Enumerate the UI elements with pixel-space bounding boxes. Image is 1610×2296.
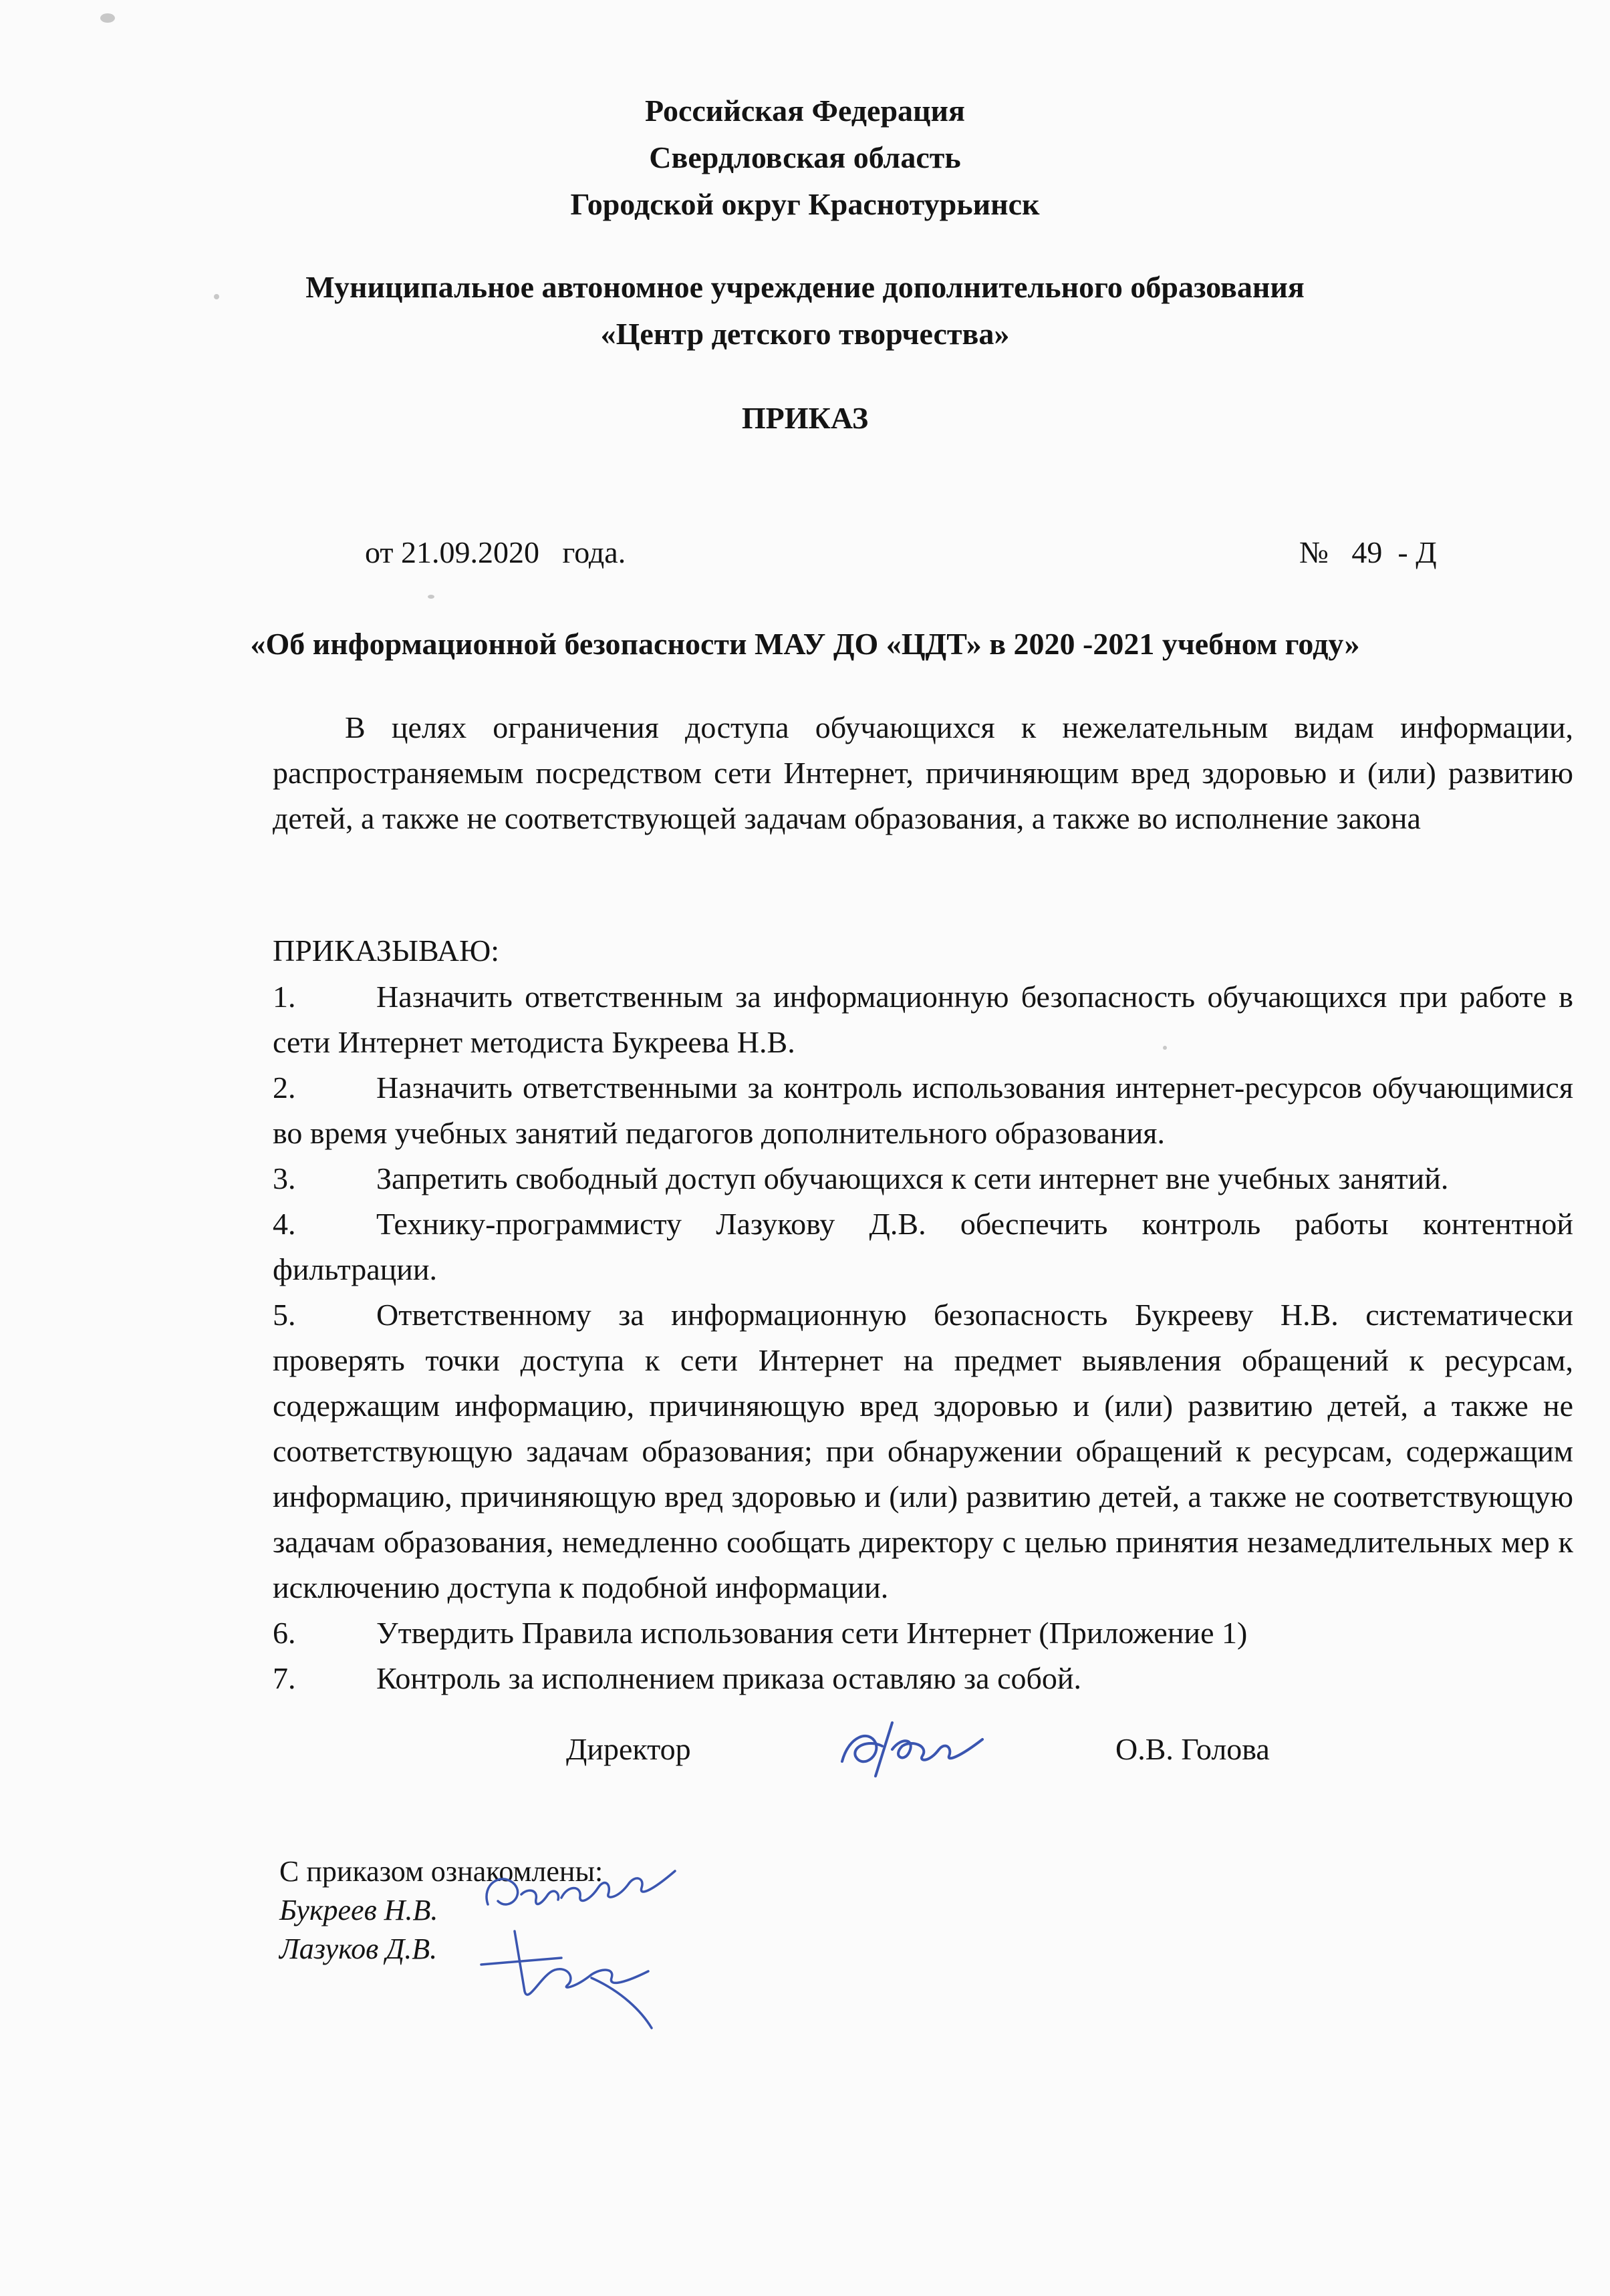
institution-short-name: «Центр детского творчества»	[600, 317, 1010, 351]
list-item	[273, 1292, 1573, 1610]
acknowledged-person: Букреев Н.В.	[279, 1894, 438, 1926]
item-number: 7.	[273, 1661, 296, 1695]
item-number: 5.	[273, 1298, 296, 1332]
item-text: Контроль за исполнением приказа оставляю за собой.	[376, 1661, 1082, 1695]
scan-speck	[428, 595, 434, 599]
acknowledgement-signatures	[475, 1858, 715, 2031]
director-title: Директор	[566, 1732, 691, 1766]
list-item	[273, 1656, 1573, 1701]
list-item	[273, 1201, 1573, 1292]
item-text: Технику-программисту Лазукову Д.В. обеспечить контроль работы контентной фильтрации.	[273, 1207, 1573, 1286]
header-country: Российская Федерация	[645, 94, 965, 128]
list-item	[273, 1065, 1573, 1156]
signature-row	[0, 1723, 1610, 1789]
document-type: ПРИКАЗ	[741, 401, 869, 435]
institution-name: Муниципальное автономное учреждение дополнительного образования	[305, 270, 1305, 304]
list-item	[273, 1156, 1573, 1201]
acknowledged-person: Лазуков Д.В.	[279, 1932, 438, 1965]
item-text: Ответственному за информационную безопасность Букрееву Н.В. систематически проверять точки доступа к сети Интернет на предмет выявления обращений к ресурсам, содержащим информацию, причиняющую вред здоровью и (или) развитию детей, а также не соответствующую задачам образования; при обнаружении обращений к ресурсам, содержащим информацию, причиняющую вред здоровью и (или) развитию детей, а также не соответствующую задачам образования, немедленно сообщать директору с целью принятия незамедлительных мер к исключению доступа к подобной информации.	[273, 1298, 1573, 1604]
item-text: Утвердить Правила использования сети Интернет (Приложение 1)	[376, 1616, 1248, 1650]
item-number: 6.	[273, 1616, 296, 1650]
item-number: 1.	[273, 980, 296, 1014]
item-text: Назначить ответственными за контроль использования интернет-ресурсов обучающимися во время учебных занятий педагогов дополнительного образования.	[273, 1070, 1573, 1150]
scan-speck	[100, 13, 115, 23]
item-number: 2.	[273, 1070, 296, 1105]
header-district: Городской округ Краснотурьинск	[570, 187, 1040, 221]
document-subject: «Об информационной безопасности МАУ ДО «ЦДТ» в 2020 -2021 учебном году»	[250, 627, 1360, 661]
header-region: Свердловская область	[649, 140, 961, 174]
document-number: № 49 - Д	[1299, 535, 1437, 569]
item-number: 3.	[273, 1161, 296, 1195]
item-text: Запретить свободный доступ обучающихся к сети интернет вне учебных занятий.	[376, 1161, 1449, 1195]
item-number: 4.	[273, 1207, 296, 1241]
intro-paragraph: В целях ограничения доступа обучающихся к нежелательным видам информации, распространяемым посредством сети Интернет, причиняющим вред здоровью и (или) развитию детей, а также не соответствующей задачам образования, а также во исполнение закона	[273, 710, 1573, 835]
order-heading: ПРИКАЗЫВАЮ:	[273, 934, 500, 968]
list-item	[273, 974, 1573, 1065]
director-signature	[829, 1709, 996, 1783]
director-name: О.В. Голова	[1115, 1732, 1270, 1766]
document-date: от 21.09.2020 года.	[365, 535, 626, 569]
item-text: Назначить ответственным за информационную безопасность обучающихся при работе в сети Интернет методиста Букреева Н.В.	[273, 980, 1573, 1059]
list-item	[273, 1610, 1573, 1656]
order-items	[273, 974, 1573, 1701]
acknowledgement-label: С приказом ознакомлены:	[279, 1855, 603, 1888]
